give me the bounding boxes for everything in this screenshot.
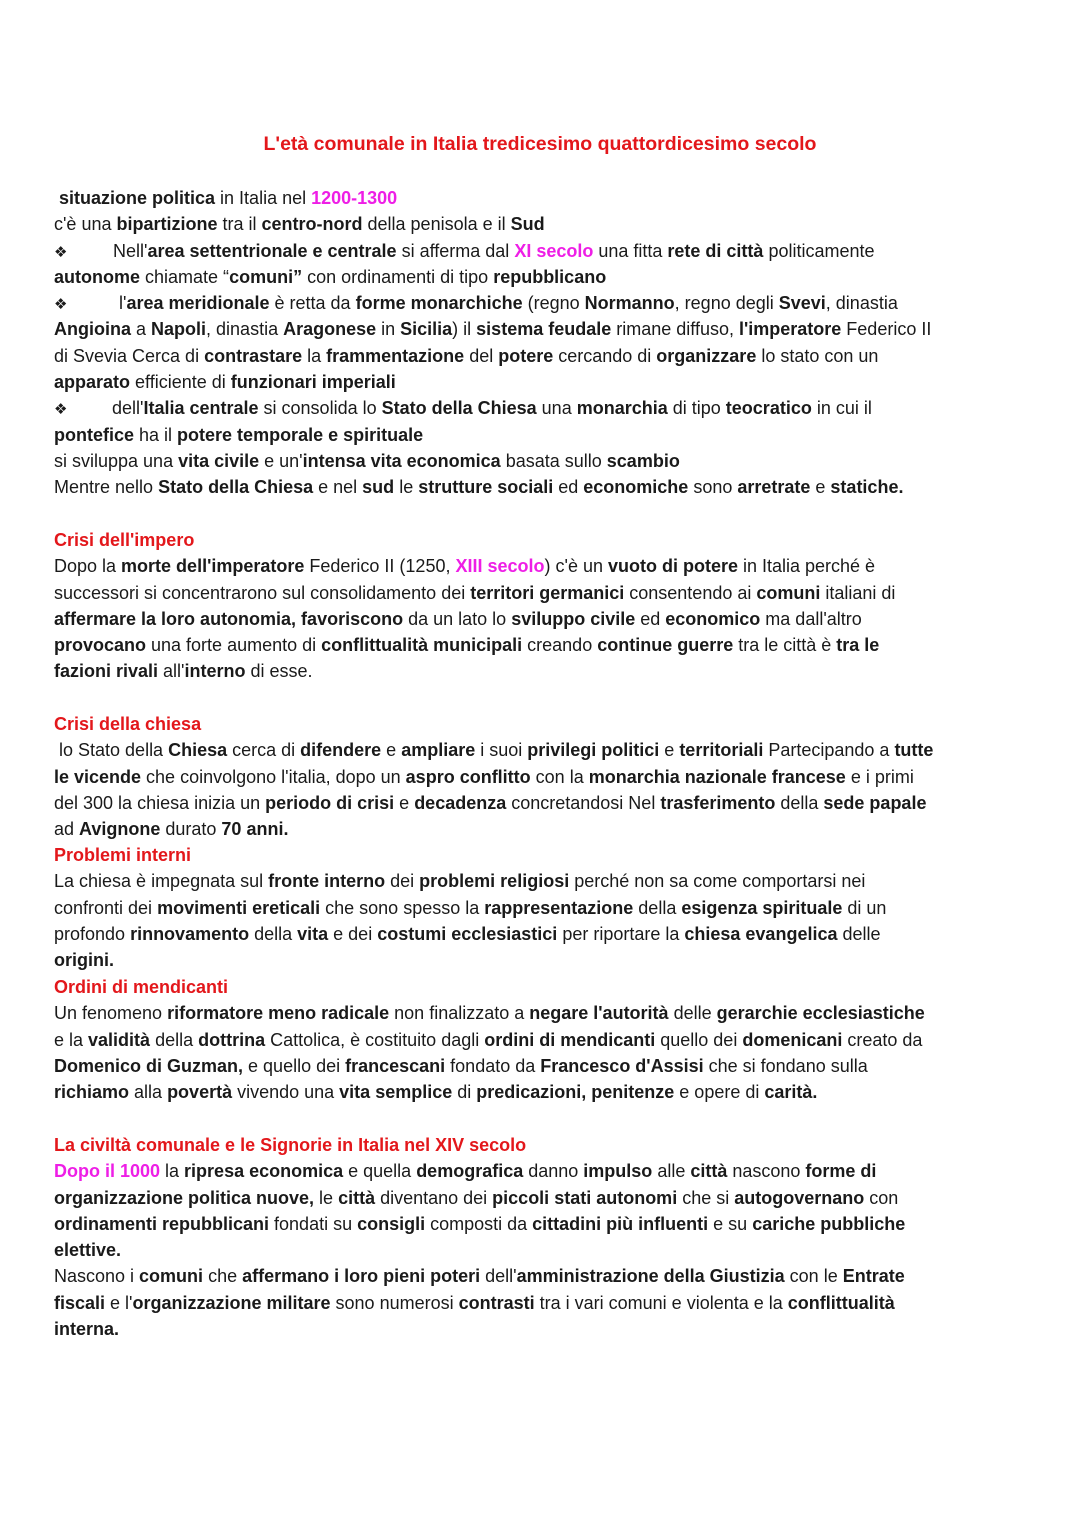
text-segment: con bbox=[864, 1187, 899, 1208]
text-segment: fondato da bbox=[445, 1055, 541, 1076]
text-segment: durato bbox=[160, 819, 222, 840]
text-segment: in cui il bbox=[811, 398, 872, 419]
text-segment: italiani di bbox=[820, 582, 896, 603]
section-crisi-impero bbox=[54, 527, 1044, 685]
bold-text: forme monarchiche bbox=[355, 293, 523, 314]
bold-text: Avignone bbox=[79, 819, 161, 840]
text-segment: e bbox=[394, 792, 415, 813]
bold-text: Entrate bbox=[842, 1266, 905, 1287]
text-segment: della bbox=[150, 1029, 199, 1050]
text-segment: di un bbox=[842, 897, 887, 918]
bold-text: privilegi politici bbox=[527, 740, 660, 761]
text-segment: e i primi bbox=[845, 766, 914, 787]
bold-text: monarchia bbox=[576, 398, 668, 419]
text-segment: consentendo ai bbox=[624, 582, 757, 603]
bold-text: scambio bbox=[606, 450, 680, 471]
bold-text: Napoli bbox=[151, 319, 207, 340]
text-segment: la bbox=[160, 1161, 185, 1182]
bold-text: potere temporale e spirituale bbox=[177, 424, 424, 445]
bold-text: Domenico di Guzman, bbox=[54, 1055, 244, 1076]
bold-text: l'imperatore bbox=[738, 319, 842, 340]
text-line bbox=[54, 553, 1044, 579]
bold-text: richiamo bbox=[54, 1082, 130, 1103]
text-segment: creando bbox=[522, 635, 598, 656]
text-segment: non finalizzato a bbox=[389, 1003, 530, 1024]
bold-text: predicazioni, penitenze bbox=[476, 1082, 675, 1103]
bold-text: tutte bbox=[894, 740, 934, 761]
text-segment: all' bbox=[158, 661, 185, 682]
text-segment: che coinvolgono l'italia, dopo un bbox=[141, 766, 406, 787]
text-line bbox=[54, 868, 1044, 894]
bold-text: ordinamenti repubblicani bbox=[54, 1213, 270, 1234]
bold-text: elettive. bbox=[54, 1240, 122, 1261]
text-segment: è retta da bbox=[269, 293, 356, 314]
text-segment: tra le città è bbox=[733, 635, 837, 656]
text-segment: perché non sa come comportarsi nei bbox=[569, 871, 866, 892]
text-segment: di bbox=[452, 1082, 477, 1103]
text-segment: ) il bbox=[452, 319, 477, 340]
bold-text: ampliare bbox=[401, 740, 476, 761]
bold-text: Chiesa bbox=[168, 740, 228, 761]
bold-text: trasferimento bbox=[660, 792, 776, 813]
diamond-bullet-icon: ❖ bbox=[54, 296, 68, 314]
text-segment: si consolida lo bbox=[258, 398, 382, 419]
text-segment: le bbox=[314, 1187, 339, 1208]
bold-text: monarchia nazionale francese bbox=[588, 766, 846, 787]
text-segment: delle bbox=[837, 923, 881, 944]
text-segment: vivendo una bbox=[232, 1082, 340, 1103]
bold-text: Svevi bbox=[778, 293, 826, 314]
text-segment: cerca di bbox=[227, 740, 301, 761]
bold-text: fronte interno bbox=[268, 871, 386, 892]
text-segment: una bbox=[536, 398, 577, 419]
text-segment: chiamate “ bbox=[140, 266, 230, 287]
text-segment: ) c'è un bbox=[544, 556, 608, 577]
text-line bbox=[54, 474, 1044, 500]
text-segment: per riportare la bbox=[557, 923, 685, 944]
bold-text: strutture sociali bbox=[418, 477, 554, 498]
bold-text: area meridionale bbox=[126, 293, 270, 314]
section-ordini-mendicanti bbox=[54, 974, 1044, 1105]
text-segment: di Svevia Cerca di bbox=[54, 345, 205, 366]
bold-text: vuoto di potere bbox=[607, 556, 738, 577]
highlighted-text: XI secolo bbox=[514, 240, 594, 261]
text-segment: Federico II bbox=[841, 319, 932, 340]
text-segment: alla bbox=[129, 1082, 168, 1103]
bold-text: difendere bbox=[300, 740, 382, 761]
highlighted-text: 1200-1300 bbox=[311, 188, 398, 208]
text-segment: con la bbox=[530, 766, 589, 787]
bold-text: rinnovamento bbox=[130, 923, 250, 944]
text-line bbox=[54, 632, 1044, 658]
bold-text: Stato della Chiesa bbox=[158, 477, 314, 498]
bold-text: movimenti ereticali bbox=[157, 897, 321, 918]
bold-text: decadenza bbox=[414, 792, 507, 813]
bold-text: comuni bbox=[756, 582, 821, 603]
text-segment: della bbox=[775, 792, 824, 813]
bold-text: carità. bbox=[764, 1082, 818, 1103]
text-segment: i suoi bbox=[475, 740, 528, 761]
bold-text: povertà bbox=[167, 1082, 233, 1103]
bold-text: apparato bbox=[54, 372, 131, 393]
text-segment: dei bbox=[385, 871, 420, 892]
text-segment: Dopo la bbox=[54, 556, 122, 577]
bold-text: affermano i loro pieni poteri bbox=[242, 1266, 481, 1287]
text-segment: diventano dei bbox=[375, 1187, 493, 1208]
text-segment: l' bbox=[119, 293, 127, 314]
text-segment: una fitta bbox=[593, 240, 668, 261]
bold-text: periodo di crisi bbox=[265, 792, 395, 813]
text-segment: ed bbox=[553, 477, 584, 498]
bold-text: rete di città bbox=[667, 240, 764, 261]
text-segment: di esse. bbox=[245, 661, 313, 682]
bold-text: situazione politica bbox=[59, 188, 216, 208]
text-line bbox=[54, 1237, 1044, 1263]
diamond-bullet-icon: ❖ bbox=[54, 401, 68, 419]
bold-text: teocratico bbox=[725, 398, 812, 419]
text-segment: e bbox=[810, 477, 831, 498]
bold-text: validità bbox=[88, 1029, 151, 1050]
text-segment: della bbox=[249, 923, 298, 944]
text-segment: , regno degli bbox=[674, 293, 779, 314]
bold-text: provocano bbox=[54, 635, 147, 656]
bullet-item bbox=[54, 238, 1044, 264]
text-segment: e bbox=[659, 740, 680, 761]
bold-text: autogovernano bbox=[734, 1187, 865, 1208]
text-line bbox=[54, 1185, 1044, 1211]
bold-text: ordini di mendicanti bbox=[484, 1029, 656, 1050]
bold-text: intensa vita economica bbox=[302, 450, 501, 471]
text-line bbox=[54, 1000, 1044, 1026]
text-line bbox=[54, 658, 1044, 684]
bold-text: francescani bbox=[345, 1055, 446, 1076]
text-segment: profondo bbox=[54, 923, 131, 944]
bold-text: territoriali bbox=[679, 740, 764, 761]
text-segment: ha il bbox=[134, 424, 178, 445]
bold-text: continue guerre bbox=[597, 635, 734, 656]
bold-text: fiscali bbox=[54, 1292, 106, 1313]
section-heading: Crisi dell'impero bbox=[54, 530, 195, 550]
bold-text: centro-nord bbox=[261, 214, 363, 235]
bold-text: vita bbox=[297, 923, 329, 944]
text-segment: La chiesa è impegnata sul bbox=[54, 871, 269, 892]
text-segment: quello dei bbox=[655, 1029, 743, 1050]
bold-text: tra le bbox=[836, 635, 880, 656]
bold-text: Sicilia bbox=[400, 319, 453, 340]
bold-text: morte dell'imperatore bbox=[121, 556, 305, 577]
text-segment: Federico II (1250, bbox=[304, 556, 456, 577]
text-segment: basata sullo bbox=[500, 450, 607, 471]
bold-text: sede papale bbox=[823, 792, 927, 813]
text-segment: e quello dei bbox=[243, 1055, 346, 1076]
text-segment: ma dall'altro bbox=[760, 608, 862, 629]
text-segment: dell' bbox=[480, 1266, 517, 1287]
text-segment: della bbox=[633, 897, 682, 918]
bold-text: vita semplice bbox=[339, 1082, 453, 1103]
bold-text: Stato della Chiesa bbox=[381, 398, 537, 419]
text-segment: e nel bbox=[313, 477, 363, 498]
section-heading: La civiltà comunale e le Signorie in Italia nel XIV secolo bbox=[54, 1135, 527, 1155]
text-segment: , dinastia bbox=[206, 319, 284, 340]
text-segment: in bbox=[376, 319, 401, 340]
text-segment: che sono spesso la bbox=[320, 897, 485, 918]
bold-text: Francesco d'Assisi bbox=[540, 1055, 704, 1076]
text-segment: nascono bbox=[727, 1161, 806, 1182]
text-line bbox=[54, 895, 1044, 921]
text-segment: lo Stato della bbox=[54, 740, 169, 761]
text-segment: si afferma dal bbox=[396, 240, 515, 261]
bold-text: demografica bbox=[416, 1161, 524, 1182]
bold-text: domenicani bbox=[742, 1029, 843, 1050]
bold-text: esigenza spirituale bbox=[681, 897, 843, 918]
bold-text: città bbox=[338, 1187, 376, 1208]
bold-text: 70 anni. bbox=[221, 819, 289, 840]
bold-text: forme di bbox=[805, 1161, 877, 1182]
bold-text: contrastare bbox=[204, 345, 303, 366]
bold-text: sviluppo civile bbox=[511, 608, 636, 629]
bold-text: statiche. bbox=[830, 477, 904, 498]
bold-text: fazioni rivali bbox=[54, 661, 159, 682]
highlighted-text: XIII secolo bbox=[455, 556, 545, 577]
text-line bbox=[54, 1263, 1044, 1289]
text-segment: politicamente bbox=[763, 240, 875, 261]
text-line bbox=[54, 211, 1044, 237]
section-crisi-chiesa bbox=[54, 711, 1044, 842]
text-line bbox=[54, 1079, 1044, 1105]
text-segment: confronti dei bbox=[54, 897, 158, 918]
bold-text: Italia centrale bbox=[143, 398, 259, 419]
text-segment: con le bbox=[784, 1266, 843, 1287]
bold-text: organizzare bbox=[656, 345, 757, 366]
page-title: L'età comunale in Italia tredicesimo quattordicesimo secolo bbox=[263, 133, 817, 155]
diamond-bullet-icon: ❖ bbox=[54, 243, 68, 261]
text-segment: una forte aumento di bbox=[146, 635, 322, 656]
text-segment: sono numerosi bbox=[330, 1292, 459, 1313]
text-segment: e su bbox=[708, 1213, 753, 1234]
text-segment: fondati su bbox=[269, 1213, 358, 1234]
text-segment: danno bbox=[523, 1161, 584, 1182]
text-segment: composti da bbox=[425, 1213, 533, 1234]
section-civilta-comunale bbox=[54, 1132, 1044, 1342]
bold-text: ripresa economica bbox=[184, 1161, 344, 1182]
text-segment: efficiente di bbox=[130, 372, 231, 393]
text-line bbox=[54, 343, 1044, 369]
bold-text: conflittualità bbox=[787, 1292, 895, 1313]
text-segment: in Italia nel bbox=[215, 188, 312, 208]
bold-text: frammentazione bbox=[326, 345, 465, 366]
text-segment: (regno bbox=[522, 293, 585, 314]
text-segment: che si bbox=[677, 1187, 735, 1208]
text-segment: creato da bbox=[842, 1029, 923, 1050]
text-segment: e bbox=[381, 740, 402, 761]
text-segment: tra il bbox=[217, 214, 262, 235]
text-segment: di tipo bbox=[667, 398, 726, 419]
text-segment: da un lato lo bbox=[403, 608, 512, 629]
bold-text: negare l'autorità bbox=[529, 1003, 669, 1024]
text-line bbox=[54, 264, 1044, 290]
text-segment: Nell' bbox=[113, 240, 148, 261]
text-line bbox=[54, 1290, 1044, 1316]
bold-text: Sud bbox=[510, 214, 545, 235]
bold-text: bipartizione bbox=[116, 214, 218, 235]
text-line bbox=[54, 764, 1044, 790]
bold-text: sistema feudale bbox=[476, 319, 612, 340]
text-segment: le bbox=[394, 477, 419, 498]
text-segment: e la bbox=[54, 1029, 89, 1050]
text-segment: della penisola e il bbox=[362, 214, 511, 235]
bold-text: origini. bbox=[54, 950, 114, 971]
bold-text: comuni bbox=[139, 1266, 204, 1287]
text-segment: in Italia perché è bbox=[737, 556, 876, 577]
text-segment: e l' bbox=[105, 1292, 133, 1313]
text-segment: dell' bbox=[112, 398, 144, 419]
section-intro bbox=[54, 185, 1044, 501]
bold-text: sud bbox=[362, 477, 395, 498]
section-problemi-interni bbox=[54, 842, 1044, 973]
text-segment: , dinastia bbox=[825, 293, 898, 314]
text-line bbox=[54, 1027, 1044, 1053]
bold-text: potere bbox=[498, 345, 554, 366]
section-heading: Problemi interni bbox=[54, 845, 192, 865]
bold-text: repubblicano bbox=[493, 266, 607, 287]
bold-text: Angioina bbox=[54, 319, 131, 340]
text-segment: concretandosi Nel bbox=[506, 792, 661, 813]
bold-text: territori germanici bbox=[470, 582, 625, 603]
bullet-item bbox=[54, 395, 1044, 421]
bold-text: aspro conflitto bbox=[405, 766, 531, 787]
bold-text: consigli bbox=[357, 1213, 426, 1234]
text-segment: c'è una bbox=[54, 214, 117, 235]
text-segment: con ordinamenti di tipo bbox=[302, 266, 494, 287]
bold-text: organizzazione militare bbox=[132, 1292, 331, 1313]
text-segment: del bbox=[464, 345, 499, 366]
text-line bbox=[54, 737, 1044, 763]
bold-text: riformatore meno radicale bbox=[167, 1003, 390, 1024]
bold-text: interna. bbox=[54, 1319, 120, 1340]
highlighted-text: Dopo il 1000 bbox=[54, 1161, 161, 1182]
text-segment: del 300 la chiesa inizia un bbox=[54, 792, 266, 813]
bold-text: economico bbox=[665, 608, 761, 629]
text-segment: che si fondano sulla bbox=[703, 1055, 868, 1076]
bold-text: amministrazione della Giustizia bbox=[516, 1266, 785, 1287]
bold-text: piccoli stati autonomi bbox=[492, 1187, 678, 1208]
bold-text: interno bbox=[184, 661, 246, 682]
bold-text: chiesa evangelica bbox=[684, 923, 838, 944]
text-segment: Partecipando a bbox=[763, 740, 895, 761]
bold-text: Normanno bbox=[584, 293, 675, 314]
text-segment: sono bbox=[688, 477, 738, 498]
bold-text: funzionari imperiali bbox=[230, 372, 396, 393]
bold-text: arretrate bbox=[737, 477, 811, 498]
text-line bbox=[54, 606, 1044, 632]
text-segment: ad bbox=[54, 819, 80, 840]
bold-text: vita civile bbox=[178, 450, 260, 471]
text-line bbox=[54, 1158, 1044, 1184]
text-segment: ed bbox=[635, 608, 666, 629]
text-segment: e dei bbox=[328, 923, 378, 944]
bold-text: gerarchie ecclesiastiche bbox=[716, 1003, 925, 1024]
text-line bbox=[54, 422, 1044, 448]
text-segment: Cattolica, è costituito dagli bbox=[265, 1029, 485, 1050]
text-segment: e opere di bbox=[674, 1082, 765, 1103]
bold-text: pontefice bbox=[54, 424, 135, 445]
bold-text: dottrina bbox=[198, 1029, 266, 1050]
bold-text: Aragonese bbox=[283, 319, 377, 340]
text-line bbox=[54, 1211, 1044, 1237]
text-segment: tra i vari comuni e violenta e la bbox=[534, 1292, 788, 1313]
text-segment: e quella bbox=[343, 1161, 417, 1182]
text-segment: delle bbox=[668, 1003, 717, 1024]
text-segment: successori si concentrarono sul consolidamento dei bbox=[54, 582, 471, 603]
section-heading: Crisi della chiesa bbox=[54, 714, 202, 734]
text-segment: Mentre nello bbox=[54, 477, 159, 498]
text-line bbox=[54, 1053, 1044, 1079]
text-line bbox=[54, 790, 1044, 816]
text-line bbox=[54, 580, 1044, 606]
text-line bbox=[54, 185, 1044, 211]
text-segment: e un' bbox=[259, 450, 303, 471]
bullet-item bbox=[54, 290, 1044, 316]
bold-text: cittadini più influenti bbox=[532, 1213, 709, 1234]
bold-text: rappresentazione bbox=[484, 897, 634, 918]
bold-text: organizzazione politica nuove, bbox=[54, 1187, 315, 1208]
bold-text: costumi ecclesiastici bbox=[377, 923, 558, 944]
text-segment: a bbox=[131, 319, 152, 340]
text-segment: che bbox=[203, 1266, 243, 1287]
text-segment: rimane diffuso, bbox=[611, 319, 739, 340]
bold-text: problemi religiosi bbox=[419, 871, 570, 892]
text-line bbox=[54, 947, 1044, 973]
bold-text: impulso bbox=[583, 1161, 653, 1182]
text-segment: la bbox=[302, 345, 327, 366]
text-line bbox=[54, 1316, 1044, 1342]
text-segment: si sviluppa una bbox=[54, 450, 179, 471]
bold-text: autonome bbox=[54, 266, 141, 287]
bold-text: conflittualità municipali bbox=[321, 635, 523, 656]
text-line bbox=[54, 448, 1044, 474]
section-heading: Ordini di mendicanti bbox=[54, 977, 229, 997]
text-segment: lo stato con un bbox=[756, 345, 879, 366]
text-line bbox=[54, 921, 1044, 947]
bold-text: cariche pubbliche bbox=[752, 1213, 906, 1234]
bold-text: contrasti bbox=[458, 1292, 535, 1313]
text-segment: Nascono i bbox=[54, 1266, 140, 1287]
bold-text: comuni” bbox=[229, 266, 303, 287]
text-segment: alle bbox=[652, 1161, 691, 1182]
bold-text: economiche bbox=[583, 477, 689, 498]
bold-text: affermare la loro autonomia, favoriscono bbox=[54, 608, 404, 629]
bold-text: le vicende bbox=[54, 766, 142, 787]
bold-text: area settentrionale e centrale bbox=[147, 240, 397, 261]
text-line bbox=[54, 816, 1044, 842]
text-segment: Un fenomeno bbox=[54, 1003, 168, 1024]
text-line bbox=[54, 316, 1044, 342]
text-segment: cercando di bbox=[553, 345, 657, 366]
bold-text: città bbox=[690, 1161, 728, 1182]
text-line bbox=[54, 369, 1044, 395]
